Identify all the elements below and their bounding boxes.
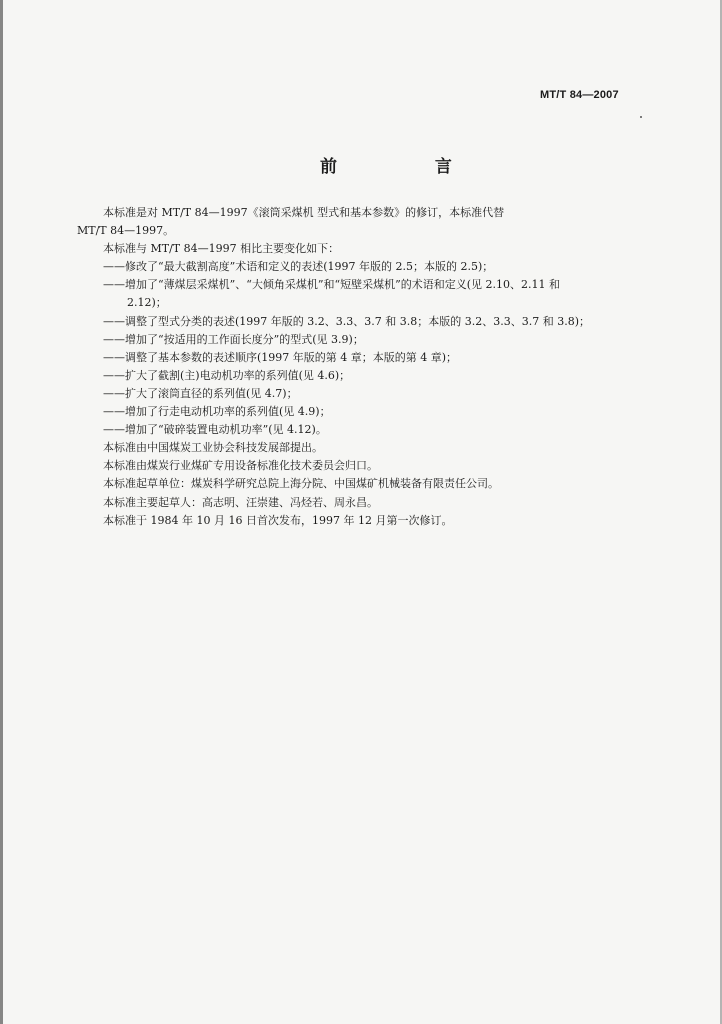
standard-code: MT/T 84—2007	[540, 89, 619, 101]
change-item-2: ——增加了“薄煤层采煤机”、“大倾角采煤机”和“短壁采煤机”的术语和定义(见 2.10、2.11 和	[103, 278, 561, 292]
intro-line-2: MT/T 84—1997。	[77, 224, 175, 238]
proposed-by: 本标准由中国煤炭工业协会科技发展部提出。	[103, 441, 323, 455]
change-item-4: ——增加了“按适用的工作面长度分”的型式(见 3.9)；	[103, 332, 364, 346]
change-item-7: ——扩大了滚筒直径的系列值(见 4.7)；	[103, 386, 298, 400]
drafters: 本标准主要起草人：高志明、汪崇建、冯烃若、周永昌。	[103, 495, 378, 509]
change-item-1: ——修改了“最大截割高度”术语和定义的表述(1997 年版的 2.5；本版的 2.5)；	[103, 260, 494, 274]
changes-intro: 本标准与 MT/T 84—1997 相比主要变化如下：	[103, 242, 340, 256]
change-item-9: ——增加了“破碎装置电动机功率”(见 4.12)。	[103, 423, 327, 437]
scan-speck	[640, 116, 642, 118]
scan-edge-left	[0, 0, 3, 1024]
drafting-units: 本标准起草单位：煤炭科学研究总院上海分院、中国煤矿机械装备有限责任公司。	[103, 477, 499, 491]
change-item-6: ——扩大了截割(主)电动机功率的系列值(见 4.6)；	[103, 368, 351, 382]
page-title: 前 言	[320, 157, 498, 177]
intro-line-1: 本标准是对 MT/T 84—1997《滚筒采煤机 型式和基本参数》的修订，本标准代替	[103, 206, 505, 219]
managed-by: 本标准由煤炭行业煤矿专用设备标准化技术委员会归口。	[103, 459, 378, 473]
change-item-3: ——调整了型式分类的表述(1997 年版的 3.2、3.3、3.7 和 3.8；本版的 3.2、3.3、3.7 和 3.8)；	[103, 314, 591, 328]
change-item-8: ——增加了行走电动机功率的系列值(见 4.9)；	[103, 405, 331, 419]
publication-history: 本标准于 1984 年 10 月 16 日首次发布，1997 年 12 月第一次修订。	[103, 513, 453, 527]
change-item-2-cont: 2.12)；	[127, 296, 167, 310]
foreword-body	[77, 204, 637, 530]
change-item-5: ——调整了基本参数的表述顺序(1997 年版的第 4 章；本版的第 4 章)；	[103, 350, 458, 364]
